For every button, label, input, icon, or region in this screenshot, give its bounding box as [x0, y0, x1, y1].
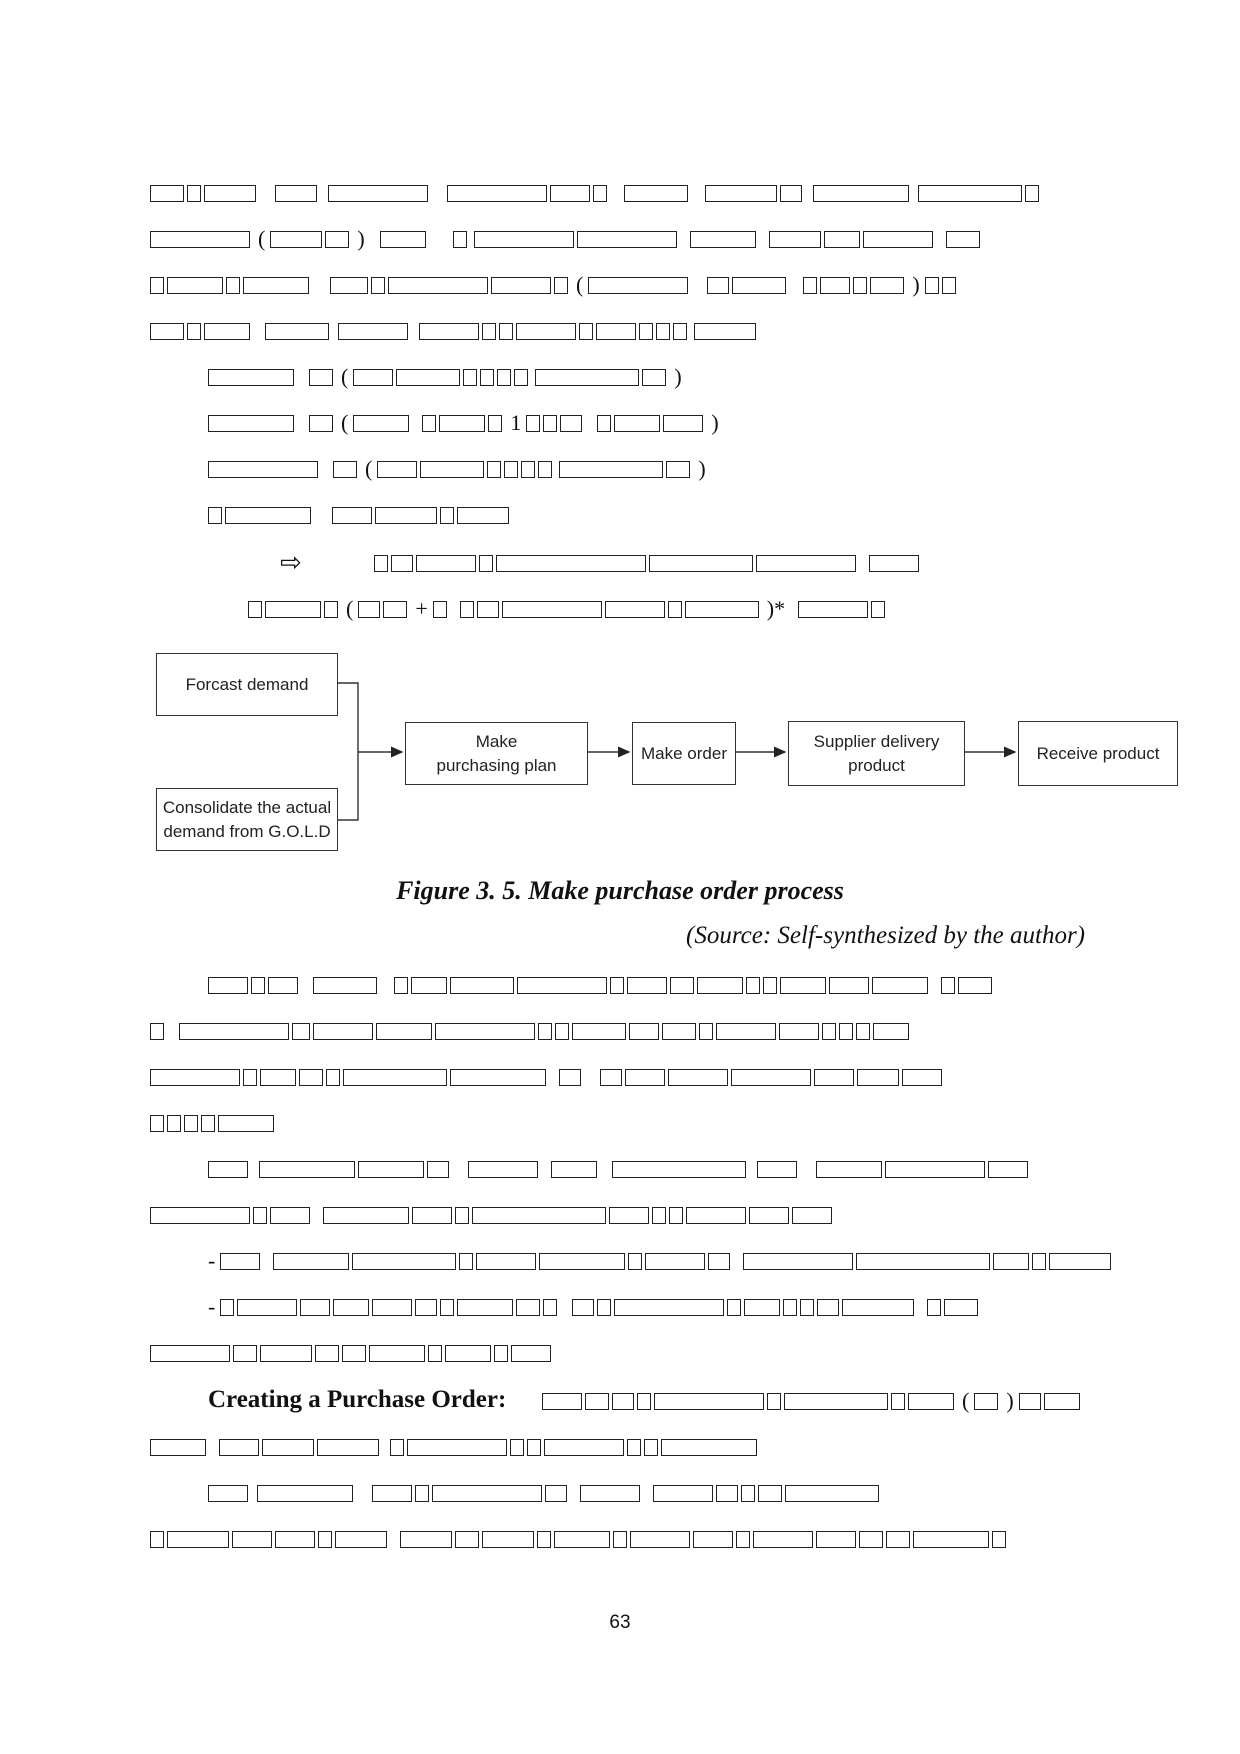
bullet-line: -: [208, 1250, 1114, 1272]
text-line: [150, 1204, 835, 1226]
text-line: [150, 1528, 1009, 1550]
text-line: [150, 228, 983, 250]
text-line: [150, 320, 759, 342]
open-paren: (: [576, 272, 584, 297]
text-line: [208, 1158, 1031, 1180]
open-paren: (: [365, 456, 373, 481]
formula-close-paren-star: )*: [766, 596, 786, 621]
text-line: [150, 274, 959, 296]
text-line: [374, 552, 922, 574]
formula-open-paren: (: [346, 596, 354, 621]
close-paren: ): [357, 226, 365, 251]
list-line: [208, 412, 724, 434]
merge-bracket: [338, 683, 358, 820]
bullet-line: -: [208, 1296, 981, 1318]
text-line: [150, 1112, 277, 1134]
open-paren: (: [962, 1388, 970, 1413]
plus-sign: +: [415, 596, 428, 621]
text-line: [150, 1020, 912, 1042]
digit-one: 1: [510, 410, 522, 435]
list-line: [208, 458, 711, 480]
open-paren: (: [341, 410, 349, 435]
text-line: [208, 974, 995, 996]
node-consolidate-demand: Consolidate the actual demand from G.O.L.D: [156, 788, 338, 851]
close-paren: ): [1006, 1388, 1014, 1413]
close-paren: ): [912, 272, 920, 297]
formula-line: [248, 598, 888, 620]
close-paren: ): [711, 410, 719, 435]
text-line: [542, 1390, 1083, 1412]
text-line: [150, 1342, 554, 1364]
node-forecast-demand: Forcast demand: [156, 653, 338, 716]
text-line: [150, 1066, 945, 1088]
list-line: [208, 504, 512, 526]
process-diagram: [150, 640, 1190, 850]
section-heading: Creating a Purchase Order:: [208, 1386, 507, 1413]
right-arrow-icon: ⇨: [280, 548, 302, 578]
open-paren: (: [258, 226, 266, 251]
node-make-purchasing-plan: Make purchasing plan: [405, 722, 588, 785]
page-number: 63: [609, 1612, 631, 1633]
node-receive-product: Receive product: [1018, 721, 1178, 786]
figure-source: (Source: Self-synthesized by the author): [686, 922, 1085, 949]
list-line: [208, 366, 687, 388]
node-supplier-delivery: Supplier delivery product: [788, 721, 965, 786]
open-paren: (: [341, 364, 349, 389]
text-line: [208, 1482, 882, 1504]
node-make-order: Make order: [632, 722, 736, 785]
close-paren: ): [674, 364, 682, 389]
close-paren: ): [698, 456, 706, 481]
text-line: [150, 1436, 760, 1458]
text-line: [150, 182, 1042, 204]
figure-caption: Figure 3. 5. Make purchase order process: [396, 876, 844, 905]
